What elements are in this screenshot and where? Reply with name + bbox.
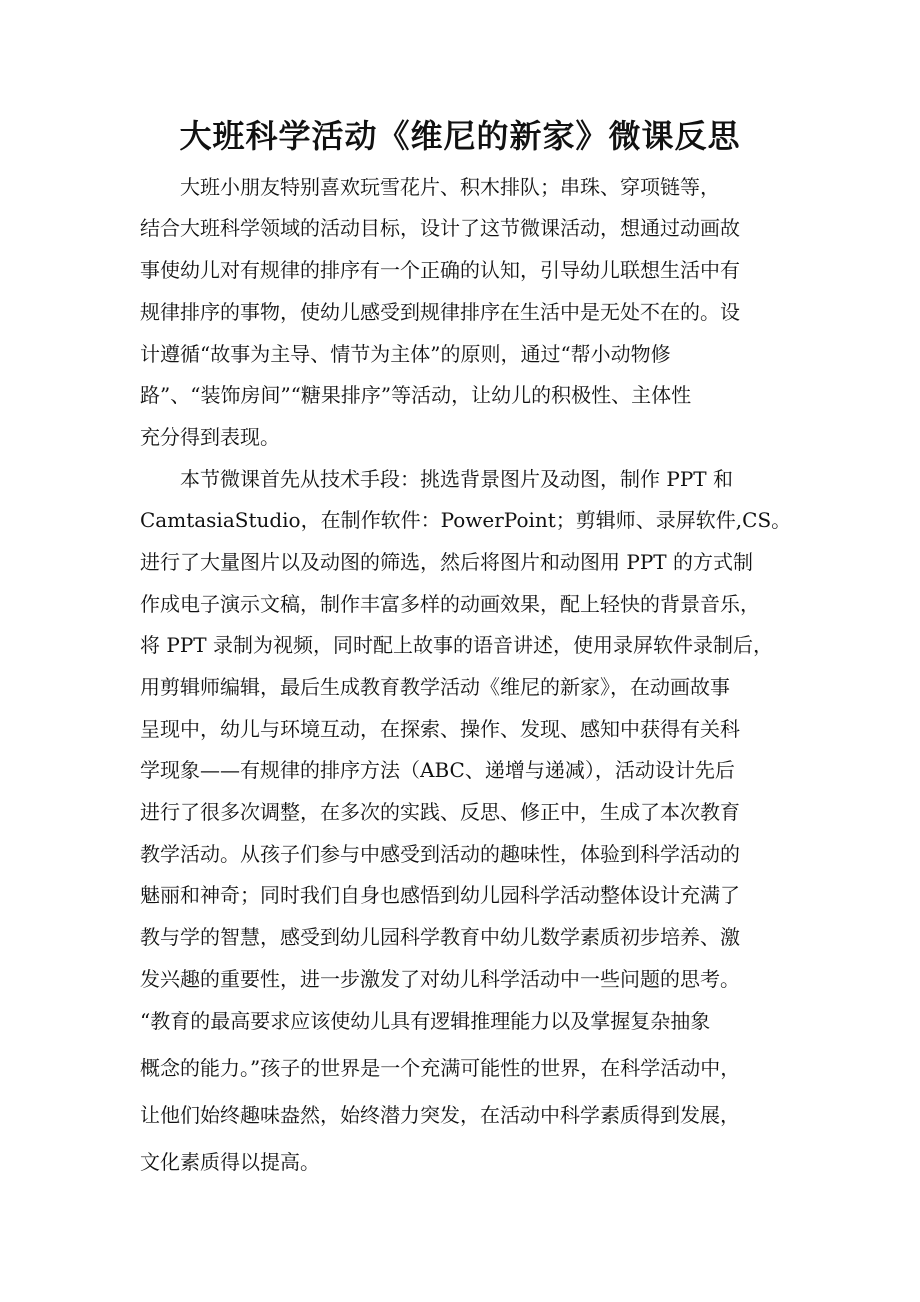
- paragraph-line: 计遵循“故事为主导、情节为主体”的原则，通过“帮小动物修: [140, 342, 671, 366]
- paragraph-line: 大班小朋友特别喜欢玩雪花片、积木排队；串珠、穿项链等，: [140, 175, 720, 199]
- paragraph-line: 发兴趣的重要性，进一步激发了对幼儿科学活动中一些问题的思考。: [140, 967, 740, 991]
- paragraph-line: CamtasiaStudio，在制作软件：PowerPoint；剪辑师、录屏软件,CS。: [140, 508, 792, 532]
- paragraph-line: 本节微课首先从技术手段：挑选背景图片及动图，制作 PPT 和: [140, 467, 733, 491]
- paragraph-line: 进行了很多次调整，在多次的实践、反思、修正中，生成了本次教育: [140, 800, 740, 824]
- paragraph-line: 事使幼儿对有规律的排序有一个正确的认知，引导幼儿联想生活中有: [140, 258, 740, 282]
- paragraph-line: 呈现中，幼儿与环境互动，在探索、操作、发现、感知中获得有关科: [140, 717, 740, 741]
- paragraph-line: 魅丽和神奇；同时我们自身也感悟到幼儿园科学活动整体设计充满了: [140, 883, 740, 907]
- document-title: 大班科学活动《维尼的新家》微课反思: [179, 117, 741, 155]
- paragraph-line: 规律排序的事物，使幼儿感受到规律排序在生活中是无处不在的。设: [140, 300, 740, 324]
- paragraph-line: 进行了大量图片以及动图的筛选，然后将图片和动图用 PPT 的方式制: [140, 550, 753, 574]
- paragraph-line: 学现象——有规律的排序方法（ABC、递增与递减），活动设计先后: [140, 758, 735, 782]
- paragraph-line: 教与学的智慧，感受到幼儿园科学教育中幼儿数学素质初步培养、激: [140, 925, 740, 949]
- paragraph-line: 路”、“装饰房间”“糖果排序”等活动，让幼儿的积极性、主体性: [140, 383, 692, 407]
- paragraph-line: “教育的最高要求应该使幼儿具有逻辑推理能力以及掌握复杂抽象: [140, 1009, 711, 1033]
- paragraph-line: 将 PPT 录制为视频，同时配上故事的语音讲述，使用录屏软件录制后，: [140, 633, 773, 657]
- paragraph-line: 结合大班科学领域的活动目标，设计了这节微课活动，想通过动画故: [140, 216, 740, 240]
- paragraph-line: 用剪辑师编辑，最后生成教育教学活动《维尼的新家》，在动画故事: [140, 675, 730, 699]
- paragraph-line: 作成电子演示文稿，制作丰富多样的动画效果，配上轻快的背景音乐，: [140, 592, 760, 616]
- paragraph-line: 文化素质得以提高。: [140, 1150, 320, 1174]
- paragraph-line: 教学活动。从孩子们参与中感受到活动的趣味性，体验到科学活动的: [140, 842, 740, 866]
- paragraph-line: 概念的能力。”孩子的世界是一个充满可能性的世界，在科学活动中，: [140, 1056, 741, 1080]
- paragraph-line: 充分得到表现。: [140, 425, 280, 449]
- paragraph-line: 让他们始终趣味盎然，始终潜力突发，在活动中科学素质得到发展，: [140, 1103, 740, 1127]
